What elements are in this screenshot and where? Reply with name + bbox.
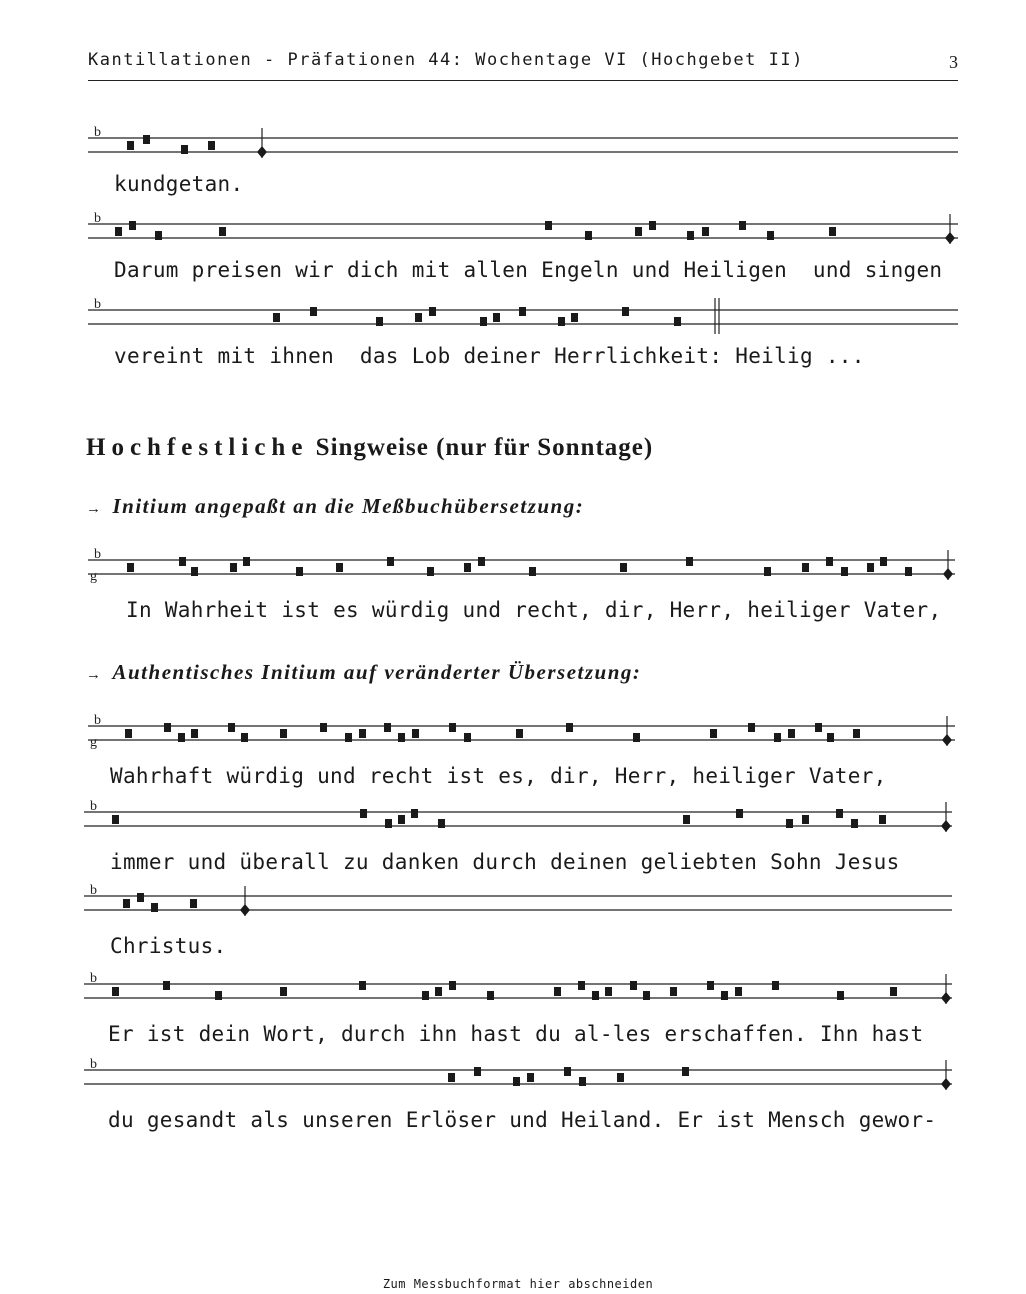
lyric-line-5: Wahrhaft würdig und recht ist es, dir, Herr, heiliger Vater,: [110, 764, 887, 788]
lyric-line-4: In Wahrheit ist es würdig und recht, dir, Herr, heiliger Vater,: [126, 598, 942, 622]
footer-note: Zum Messbuchformat hier abschneiden: [382, 1277, 654, 1291]
g-clef: g: [90, 569, 97, 584]
note-neume: [880, 557, 887, 566]
note-neume: [280, 729, 287, 738]
note-neume: [143, 135, 150, 144]
note-neume: [683, 815, 690, 824]
note-neume: [721, 991, 728, 1000]
note-neume: [554, 987, 561, 996]
note-neume: [449, 723, 456, 732]
note-neume: [398, 815, 405, 824]
note-neume: [682, 1067, 689, 1076]
flat-clef: b: [94, 297, 101, 312]
note-neume: [449, 981, 456, 990]
note-neume: [191, 729, 198, 738]
note-neume: [736, 809, 743, 818]
note-neume: [643, 991, 650, 1000]
initium-adapted-label: Initium angepaßt an die Meßbuchübersetzung:: [112, 494, 585, 518]
note-neume: [774, 733, 781, 742]
initium-authentic-note: [86, 660, 641, 685]
note-neume: [585, 231, 592, 240]
end-diamond: [942, 734, 952, 746]
note-neume: [670, 987, 677, 996]
note-neume: [739, 221, 746, 230]
flat-clef: b: [94, 125, 101, 140]
note-neume: [273, 313, 280, 322]
note-neume: [164, 723, 171, 732]
lyric-line-1: kundgetan.: [114, 172, 244, 196]
lyric-line-9: du gesandt als unseren Erlöser und Heiland. Er ist Mensch gewor-: [108, 1108, 937, 1132]
flat-clef: b: [94, 211, 101, 226]
g-clef: g: [90, 735, 97, 750]
note-neume: [178, 733, 185, 742]
lyric-line-2: Darum preisen wir dich mit allen Engeln und Heiligen und singen: [114, 258, 943, 282]
note-neume: [310, 307, 317, 316]
section-title-rest: Singweise (nur für Sonntage): [308, 434, 654, 461]
note-neume: [764, 567, 771, 576]
note-neume: [487, 991, 494, 1000]
note-neume: [592, 991, 599, 1000]
flat-clef: b: [90, 1057, 97, 1072]
note-neume: [179, 557, 186, 566]
note-neume: [360, 809, 367, 818]
note-neume: [566, 723, 573, 732]
note-neume: [127, 141, 134, 150]
note-neume: [163, 981, 170, 990]
initium-authentic-label: Authentisches Initium auf veränderter Übersetzung:: [112, 660, 642, 684]
note-neume: [710, 729, 717, 738]
note-neume: [429, 307, 436, 316]
note-neume: [735, 987, 742, 996]
header-title: Kantillationen - Präfationen 44: Wochentage VI (Hochgebet II): [88, 50, 804, 70]
note-neume: [617, 1073, 624, 1082]
note-neume: [464, 733, 471, 742]
note-neume: [686, 557, 693, 566]
note-neume: [545, 221, 552, 230]
note-neume: [125, 729, 132, 738]
note-neume: [320, 723, 327, 732]
note-neume: [345, 733, 352, 742]
note-neume: [123, 899, 130, 908]
note-neume: [890, 987, 897, 996]
note-neume: [243, 557, 250, 566]
flat-clef: b: [90, 971, 97, 986]
section-title-spaced: Hochfestliche: [86, 434, 309, 461]
note-neume: [702, 227, 709, 236]
note-neume: [435, 987, 442, 996]
flat-clef: b: [94, 713, 101, 728]
arrow-icon: →: [86, 501, 103, 517]
note-neume: [398, 733, 405, 742]
note-neume: [788, 729, 795, 738]
note-neume: [296, 567, 303, 576]
note-neume: [474, 1067, 481, 1076]
note-neume: [786, 819, 793, 828]
note-neume: [376, 317, 383, 326]
note-neume: [115, 227, 122, 236]
flat-clef: b: [90, 883, 97, 898]
note-neume: [137, 893, 144, 902]
note-neume: [558, 317, 565, 326]
note-neume: [630, 981, 637, 990]
note-neume: [151, 903, 158, 912]
page-number: 3: [949, 52, 958, 72]
note-neume: [230, 563, 237, 572]
note-neume: [853, 729, 860, 738]
note-neume: [802, 815, 809, 824]
note-neume: [826, 557, 833, 566]
flat-clef: b: [90, 799, 97, 814]
note-neume: [448, 1073, 455, 1082]
note-neume: [879, 815, 886, 824]
note-neume: [422, 991, 429, 1000]
note-neume: [772, 981, 779, 990]
note-neume: [516, 729, 523, 738]
note-neume: [867, 563, 874, 572]
note-neume: [837, 991, 844, 1000]
note-neume: [579, 1077, 586, 1086]
end-diamond: [941, 992, 951, 1004]
note-neume: [851, 819, 858, 828]
note-neume: [527, 1073, 534, 1082]
note-neume: [359, 729, 366, 738]
note-neume: [241, 733, 248, 742]
note-neume: [620, 563, 627, 572]
note-neume: [829, 227, 836, 236]
end-diamond: [257, 146, 267, 158]
note-neume: [905, 567, 912, 576]
arrow-icon: →: [86, 667, 103, 683]
note-neume: [385, 819, 392, 828]
note-neume: [571, 313, 578, 322]
note-neume: [767, 231, 774, 240]
note-neume: [215, 991, 222, 1000]
note-neume: [336, 563, 343, 572]
note-neume: [605, 987, 612, 996]
note-neume: [438, 819, 445, 828]
note-neume: [129, 221, 136, 230]
note-neume: [564, 1067, 571, 1076]
note-neume: [359, 981, 366, 990]
end-diamond: [941, 820, 951, 832]
note-neume: [493, 313, 500, 322]
note-neume: [384, 723, 391, 732]
note-neume: [464, 563, 471, 572]
note-neume: [649, 221, 656, 230]
note-neume: [827, 733, 834, 742]
note-neume: [228, 723, 235, 732]
note-neume: [748, 723, 755, 732]
lyric-line-3: vereint mit ihnen das Lob deiner Herrlichkeit: Heilig ...: [114, 344, 865, 368]
note-neume: [633, 733, 640, 742]
lyric-line-7: Christus.: [110, 934, 227, 958]
note-neume: [427, 567, 434, 576]
end-diamond: [240, 904, 250, 916]
note-neume: [802, 563, 809, 572]
note-neume: [280, 987, 287, 996]
lyric-line-6: immer und überall zu danken durch deinen geliebten Sohn Jesus: [110, 850, 900, 874]
lyric-line-8: Er ist dein Wort, durch ihn hast du al-les erschaffen. Ihn hast: [108, 1022, 924, 1046]
note-neume: [635, 227, 642, 236]
section-title: [86, 434, 653, 462]
note-neume: [112, 815, 119, 824]
note-neume: [387, 557, 394, 566]
note-neume: [411, 809, 418, 818]
end-diamond: [945, 232, 955, 244]
note-neume: [674, 317, 681, 326]
note-neume: [519, 307, 526, 316]
flat-clef: b: [94, 547, 101, 562]
note-neume: [412, 729, 419, 738]
note-neume: [155, 231, 162, 240]
note-neume: [181, 145, 188, 154]
end-diamond: [941, 1078, 951, 1090]
note-neume: [219, 227, 226, 236]
note-neume: [707, 981, 714, 990]
note-neume: [513, 1077, 520, 1086]
note-neume: [622, 307, 629, 316]
note-neume: [112, 987, 119, 996]
note-neume: [815, 723, 822, 732]
note-neume: [127, 563, 134, 572]
note-neume: [478, 557, 485, 566]
end-diamond: [943, 568, 953, 580]
note-neume: [578, 981, 585, 990]
note-neume: [836, 809, 843, 818]
initium-adapted-note: [86, 494, 584, 519]
note-neume: [415, 313, 422, 322]
note-neume: [190, 899, 197, 908]
note-neume: [480, 317, 487, 326]
note-neume: [529, 567, 536, 576]
note-neume: [191, 567, 198, 576]
note-neume: [208, 141, 215, 150]
note-neume: [841, 567, 848, 576]
note-neume: [687, 231, 694, 240]
